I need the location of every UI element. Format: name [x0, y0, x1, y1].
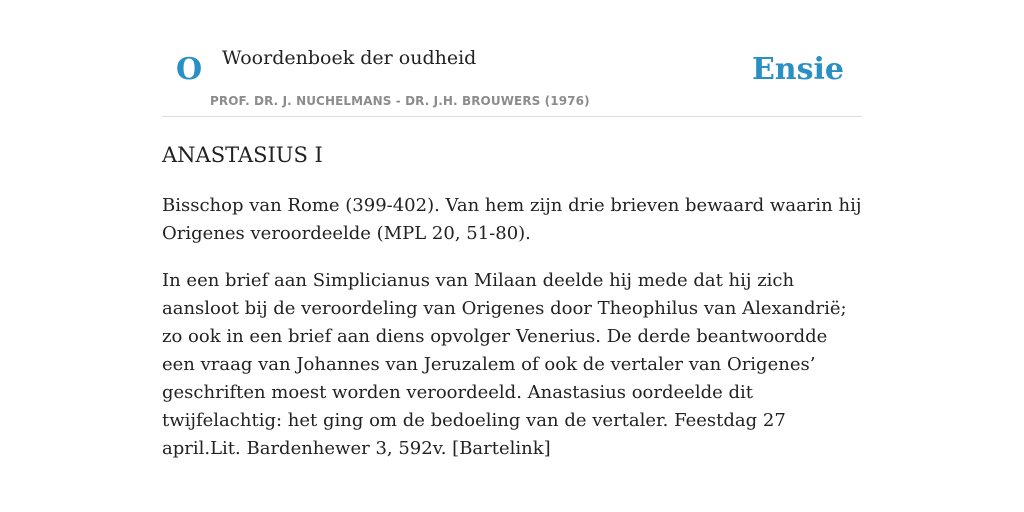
entry-paragraph: Bisschop van Rome (399-402). Van hem zijn drie brieven bewaard waarin hij Origenes veroordeelde (MPL 20, 51-80). — [162, 195, 862, 244]
ensie-logo-link[interactable]: Ensie — [751, 52, 844, 87]
entry-paragraph: In een brief aan Simplicianus van Milaan deelde hij mede dat hij zich aansloot bij de veroordeling van Origenes door Theophilus van Alexandrië; zo ook in een brief aan diens opvolger Venerius. De derde beantwoordde een vraag van Johannes van Jeruzalem of ook de vertaler van Origenes’ geschriften moest worden veroordeeld. Anastasius oordeelde dit twijfelachtig: het ging om de bedoeling van de vertaler. Feestdag 27 april.Lit. Bardenhewer 3, 592v. [Bartelink] — [162, 270, 847, 459]
index-letter[interactable]: O — [176, 52, 203, 87]
entry-body — [162, 192, 862, 482]
dictionary-title[interactable]: Woordenboek der oudheid — [222, 47, 477, 69]
dictionary-header — [162, 0, 862, 117]
dictionary-authors: PROF. DR. J. NUCHELMANS - DR. J.H. BROUWERS (1976) — [210, 94, 590, 108]
entry-title: ANASTASIUS I — [162, 143, 323, 167]
